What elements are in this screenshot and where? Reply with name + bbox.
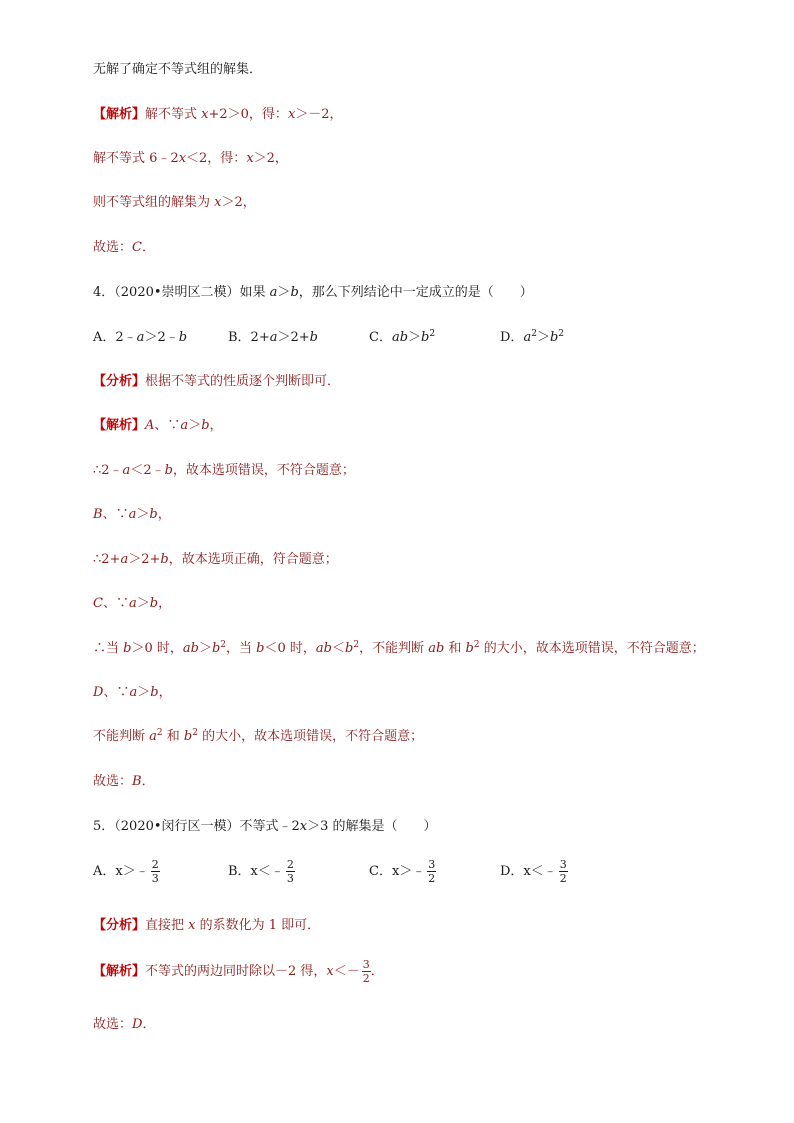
option-a[interactable]: A．2﹣a＞2﹣b <box>93 330 188 345</box>
text: 根据不等式的性质逐个判断即可． <box>145 374 341 389</box>
solution-line <box>93 106 343 124</box>
solution-tag: 【解析】 <box>93 418 146 433</box>
var: x <box>246 151 254 166</box>
text: 故选： <box>93 240 133 255</box>
solution-line: D、∵a＞b， <box>93 685 172 700</box>
question-5-options <box>93 858 713 894</box>
analysis-tag: 【分析】 <box>93 374 146 389</box>
text: 无解了确定不等式组的解集． <box>93 62 263 77</box>
option-c[interactable]: C．$ab>b^2$ <box>369 329 436 345</box>
var: x <box>201 107 209 122</box>
fraction: $\frac{3}{2}$ <box>428 858 436 885</box>
option-c[interactable]: C．x＞﹣ $\frac{3}{2}$ <box>369 858 436 885</box>
solution-line <box>93 194 256 212</box>
text: +2＞0，得： <box>208 107 288 122</box>
option-a[interactable]: A．x＞﹣ $\frac{2}{3}$ <box>93 858 159 885</box>
text: 解不等式 <box>145 107 202 122</box>
question-5-stem: 5．（2020•闵行区一模）不等式﹣2x＞3 的解集是（ ） <box>93 819 437 834</box>
fraction: $\frac{3}{2}$ <box>362 958 370 985</box>
text: ＞ <box>277 285 291 300</box>
var: a <box>269 285 278 300</box>
analysis-tag: 【分析】 <box>93 918 146 933</box>
solution-line: 不能判断 $a^2$ 和 $b^2$ 的大小，故本选项错误，不符合题意； <box>93 728 424 744</box>
question-4-options <box>93 329 713 349</box>
answer-line: 故选：D． <box>93 1017 156 1032</box>
text: ＞－2， <box>295 107 343 122</box>
text: ＞2， <box>253 151 288 166</box>
fraction: $\frac{3}{2}$ <box>559 858 567 885</box>
analysis-line: 【分析】直接把 x 的系数化为 1 即可． <box>93 918 321 933</box>
answer: D <box>132 1017 143 1032</box>
var: x <box>178 151 187 166</box>
option-b[interactable]: B．2+a＞2+b <box>228 330 318 345</box>
text-line <box>93 61 262 79</box>
var: x <box>287 107 296 122</box>
analysis-line <box>93 373 340 391</box>
fraction: $\frac{2}{3}$ <box>151 858 159 885</box>
text: 解不等式 6﹣2 <box>93 151 179 166</box>
var: x <box>214 195 222 210</box>
solution-tag: 【解析】 <box>93 107 146 122</box>
solution-line: B、∵a＞b， <box>93 507 171 522</box>
text: ＜2，得： <box>186 151 247 166</box>
solution-line: ∴当 b＞0 时，$ab>b^2$，当 b＜0 时，$ab<b^2$，不能判断 ab 和 $b^2$ 的大小，故本选项错误，不符合题意； <box>93 640 705 656</box>
solution-line: ∴2﹣a＜2﹣b，故本选项错误，不符合题意； <box>93 463 355 478</box>
text: 则不等式组的解集为 <box>93 195 215 210</box>
text: ，那么下列结论中一定成立的是（ ） <box>298 285 533 300</box>
option-b[interactable]: B．x＜﹣ $\frac{2}{3}$ <box>228 858 294 885</box>
answer-line: 故选：B． <box>93 774 155 789</box>
var: b <box>290 285 299 300</box>
solution-line: ∴2+a＞2+b，故本选项正确，符合题意； <box>93 552 338 567</box>
solution-line: 【解析】不等式的两边同时除以－2 得，x＜－ $\frac{3}{2}$ ． <box>93 958 384 985</box>
answer: C <box>132 240 142 255</box>
question-4-stem <box>93 284 533 302</box>
text: 4．（2020•崇明区二模）如果 <box>93 285 270 300</box>
option-d[interactable]: D．$a^2>b^2$ <box>500 329 565 345</box>
solution-line <box>93 150 288 168</box>
text: ＞2， <box>221 195 256 210</box>
fraction: $\frac{2}{3}$ <box>286 858 294 885</box>
answer-line <box>93 239 155 257</box>
solution-line: C、∵a＞b， <box>93 596 172 611</box>
answer: B <box>132 774 142 789</box>
option-d[interactable]: D．x＜﹣ $\frac{3}{2}$ <box>500 858 567 885</box>
solution-line: 【解析】A、∵a＞b， <box>93 418 223 433</box>
solution-tag: 【解析】 <box>93 964 146 979</box>
text: ． <box>141 240 155 255</box>
